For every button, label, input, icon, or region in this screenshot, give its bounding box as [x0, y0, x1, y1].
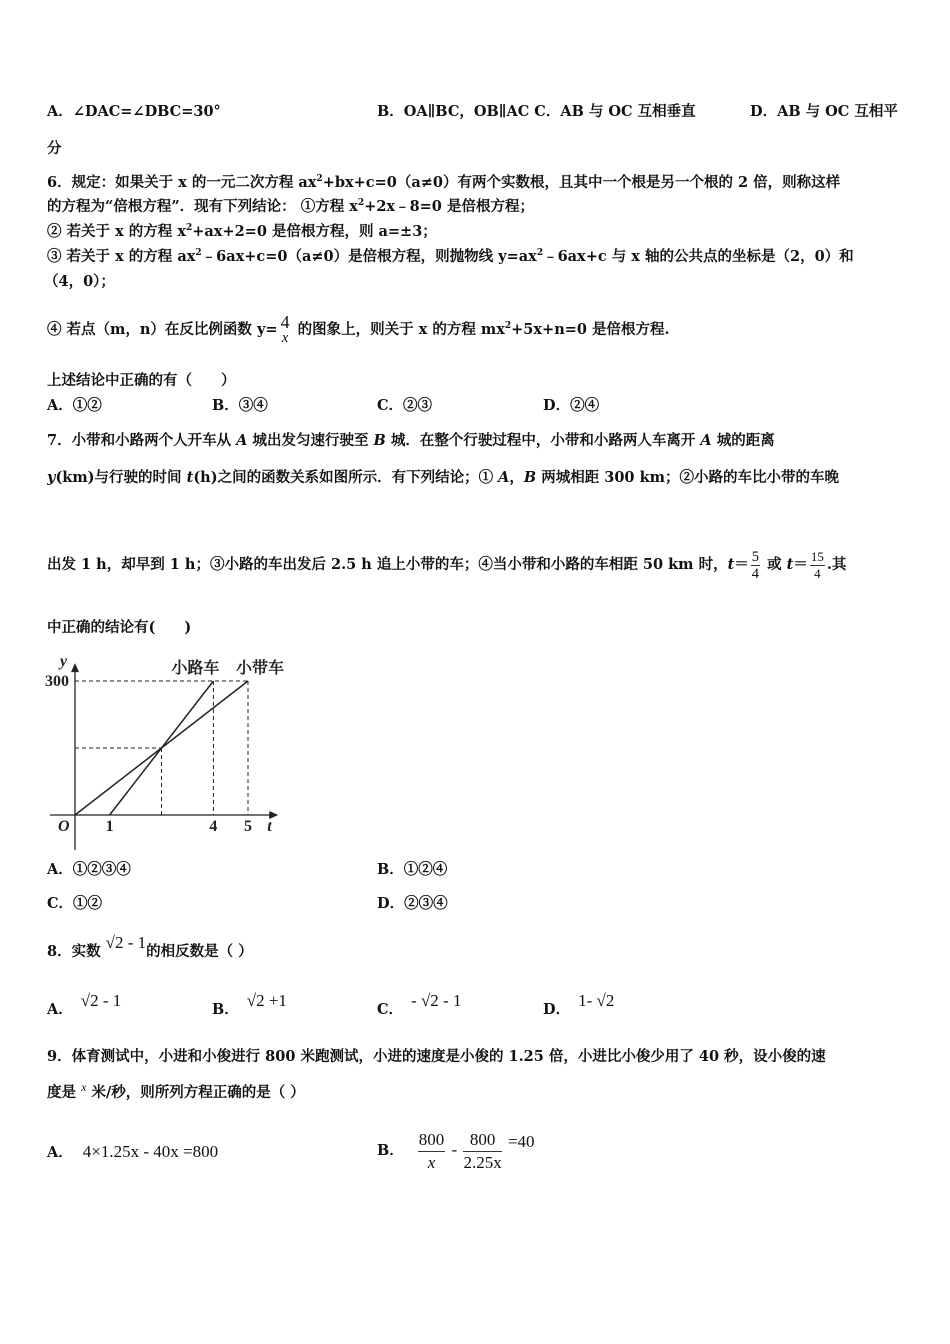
text: 或: [762, 556, 787, 573]
label: C．: [377, 1001, 404, 1018]
text: 的方程为“倍根方程”．现有下列结论： ①方程 x: [47, 198, 358, 215]
sup: 2: [504, 321, 512, 331]
text: (km)与行驶的时间: [55, 469, 187, 486]
text: A: [498, 469, 510, 486]
fraction: [418, 1129, 446, 1174]
denominator: 2.25x: [463, 1152, 502, 1172]
numerator: 5: [751, 548, 760, 565]
text: 出发 1 h，却早到 1 h；③小路的车出发后 2.5 h 追上小带的车；④当小带和小路的车相距 50 km 时，: [47, 556, 728, 573]
text: +ax+2=0 是倍根方程，则 a=±3；: [192, 223, 437, 240]
q7-option-c: C．①②: [47, 895, 103, 912]
math: √2 - 1: [105, 933, 147, 952]
variable-x: x: [81, 1080, 87, 1094]
q6-option-c: C．②③: [377, 397, 433, 414]
q8-option-d: [543, 991, 615, 1019]
q5-option-a: A．∠DAC=∠DBC=30°: [47, 103, 221, 120]
x-tick-label: 1: [105, 818, 114, 835]
label: A．: [47, 1144, 73, 1161]
text: y: [47, 469, 56, 486]
text: 城的距离: [711, 432, 775, 449]
series-label: 小带车: [236, 660, 285, 677]
fraction: [463, 1129, 501, 1174]
x-axis-label: t: [267, 818, 272, 835]
denominator: x: [427, 1152, 436, 1172]
numerator: 800: [418, 1129, 446, 1152]
text: +5x+n=0 是倍根方程.: [511, 321, 670, 338]
text: .其: [826, 556, 847, 573]
text: 城出发匀速行驶至: [247, 432, 374, 449]
sup: 2: [357, 198, 365, 208]
numerator: 15: [810, 548, 824, 564]
text: +bx+c=0（a≠0）有两个实数根，且其中一个根是另一个根的 2 倍，则称这样: [322, 174, 841, 191]
q6-line1: [47, 174, 840, 192]
text: A: [700, 432, 712, 449]
text: B: [523, 469, 537, 486]
text: ﹣6ax+c=0（a≠0）是倍根方程，则抛物线 y=ax: [201, 248, 537, 265]
q9-line1: 9．体育测试中，小进和小俊进行 800 米跑测试，小进的速度是小俊的 1.25 倍，小进比小俊少用了 40 秒，设小俊的速: [47, 1048, 826, 1065]
q6-statement-4: [47, 300, 670, 360]
text: ，: [509, 469, 524, 486]
math: √2 - 1: [80, 991, 122, 1010]
sup: 2: [195, 248, 202, 258]
text: 米/秒，则所列方程正确的是（ ）: [86, 1084, 305, 1101]
math: - √2 - 1: [411, 991, 462, 1010]
text: t: [727, 556, 735, 573]
series-line-xiaodai: [75, 681, 248, 815]
x-tick-label: 5: [244, 818, 252, 835]
y-axis-arrow: [71, 663, 79, 672]
text: 7．小带和小路两个人开车从: [47, 432, 237, 449]
math: √2 +1: [246, 991, 287, 1010]
fraction: [280, 314, 291, 346]
text: +2x﹣8=0 是倍根方程；: [364, 198, 534, 215]
text: 两城相距 300 km；②小路的车比小带的车晚: [536, 469, 839, 486]
q5-option-d-cont: 分: [47, 140, 62, 157]
text: 度是: [47, 1084, 82, 1101]
label: B．: [212, 1001, 239, 1018]
fraction-15-4: [810, 549, 825, 582]
rhs: =40: [503, 1132, 535, 1151]
label: B．: [377, 1142, 404, 1159]
q7-line2: [47, 469, 839, 487]
q6-prompt: 上述结论中正确的有（ ）: [47, 372, 236, 389]
q7-option-a: A．①②③④: [47, 861, 131, 878]
fraction-5-4: [751, 549, 760, 582]
q8-option-a: [47, 991, 122, 1019]
q8-stem: [47, 933, 253, 961]
denominator: x: [281, 330, 289, 346]
text: t: [186, 469, 194, 486]
text: 的图象上，则关于 x 的方程 mx: [292, 321, 505, 338]
sup: 2: [185, 223, 193, 233]
text: B: [373, 432, 386, 449]
text: ＝: [734, 556, 749, 573]
x-tick-label: 4: [209, 818, 218, 835]
label: A．: [47, 1001, 73, 1018]
text: 6．规定：如果关于 x 的一元二次方程 ax: [47, 174, 317, 191]
distance-time-graph: [40, 645, 300, 850]
series-label: 小路车: [171, 660, 220, 677]
text: (h)之间的函数关系如图所示．有下列结论；①: [193, 469, 499, 486]
q6-statement-3-cont: （4，0）；: [44, 273, 115, 290]
q6-statement-3: [47, 248, 854, 266]
q9-option-b: [377, 1115, 535, 1186]
minus: -: [447, 1140, 462, 1159]
text: 的相反数是（ ）: [146, 943, 253, 960]
q7-prompt: 中正确的结论有( ): [47, 619, 192, 636]
origin-label: O: [58, 818, 70, 835]
math: 1- √2: [578, 991, 615, 1010]
q7-option-b: B．①②④: [377, 861, 448, 878]
q6-option-a: A．①②: [47, 397, 102, 414]
text: ＝: [793, 556, 808, 573]
denominator: 4: [751, 565, 760, 582]
label: D．: [543, 1001, 571, 1018]
q6-statement-2: [47, 223, 437, 241]
sup: 2: [316, 174, 323, 184]
q6-option-b: B．③④: [212, 397, 268, 414]
text: t: [786, 556, 794, 573]
q8-option-b: [212, 991, 287, 1019]
text: ﹣6ax+c 与 x 轴的公共点的坐标是（2，0）和: [543, 248, 854, 265]
numerator: 800: [463, 1129, 501, 1152]
q7-option-d: D．②③④: [377, 895, 448, 912]
text: 8．实数: [47, 943, 106, 960]
numerator: 4: [280, 312, 290, 332]
sup: 2: [536, 248, 544, 258]
q7-line3: [47, 535, 846, 595]
text: ② 若关于 x 的方程 x: [47, 223, 186, 240]
q8-option-c: [377, 991, 462, 1019]
q9-line2: [47, 1080, 305, 1102]
denominator: 4: [814, 565, 821, 581]
y-axis-label: y: [60, 653, 68, 670]
math: 4×1.25x - 40x =800: [82, 1142, 219, 1161]
q5-option-b-c: B．OA∥BC，OB∥AC C．AB 与 OC 互相垂直: [377, 103, 696, 120]
q5-option-d: D．AB 与 OC 互相平: [750, 103, 898, 120]
q6-line2: [47, 198, 534, 216]
text: ③ 若关于 x 的方程 ax: [47, 248, 196, 265]
text: A: [236, 432, 248, 449]
text: ④ 若点（m，n）在反比例函数 y=: [47, 321, 278, 338]
q7-line1: [47, 432, 775, 450]
y-tick-label: 300: [45, 673, 69, 690]
q6-option-d: D．②④: [543, 397, 600, 414]
q9-option-a: [47, 1143, 218, 1162]
text: 城．在整个行驶过程中，小带和小路两人车离开: [385, 432, 701, 449]
